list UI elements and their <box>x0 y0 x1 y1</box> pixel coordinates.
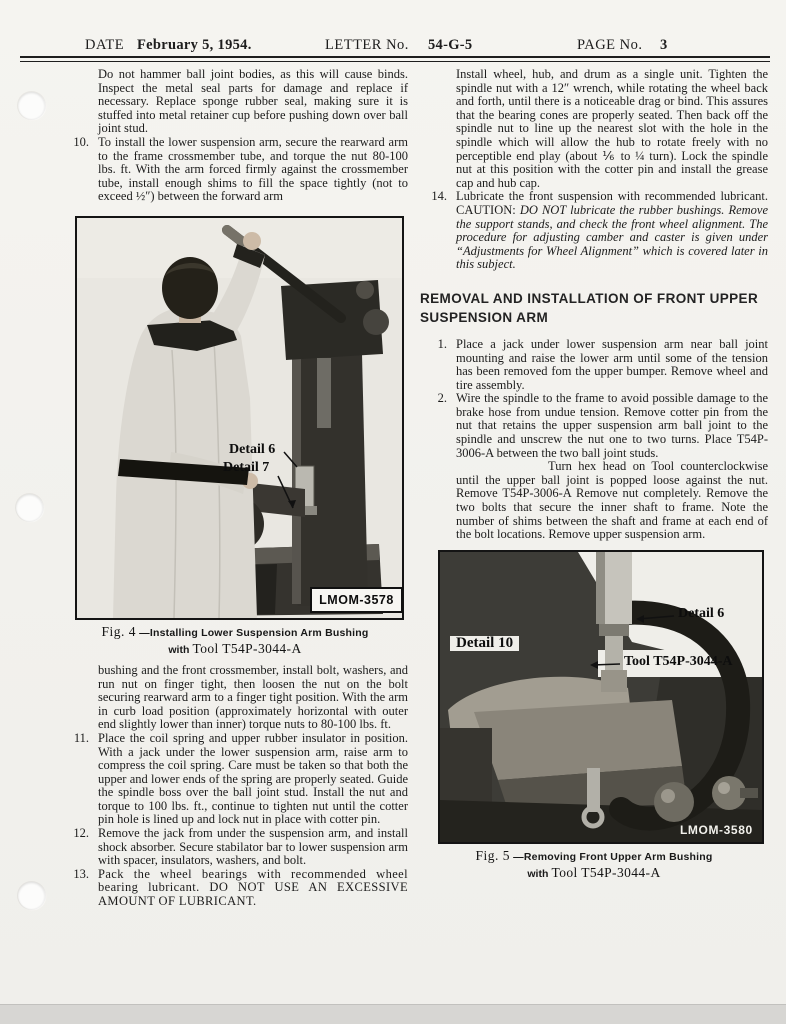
item2-part2-text: Turn hex head on Tool counterclockwise until the upper ball joint is popped loose against the nut. Remove T54P-3006-A Remove nut completely. Remove the two bolts that secure the inner shaft to frame. Note the number of shims between the shaft and frame at each end of the bolt locations. Remove upper suspension arm. <box>456 459 768 542</box>
item-number: 1. <box>437 336 447 351</box>
item-text <box>456 392 768 542</box>
fig4-photo-code: LMOM-3578 <box>310 587 403 613</box>
item-number: 2. <box>437 391 447 406</box>
fig5-caption-with: with <box>527 867 549 880</box>
item-number: 11. <box>73 730 89 745</box>
section-heading-removal-installation: REMOVAL AND INSTALLATION OF FRONT UPPER SUSPENSION ARM <box>420 290 759 325</box>
item-text: Pack the wheel bearings with recommended wheel bearing lubricant. DO NOT USE AN EXCESSIVE AMOUNT OF LUBRICANT. <box>98 866 408 909</box>
figure-5-photo <box>438 550 764 844</box>
fig5-caption-tool: Tool T54P-3044-A <box>551 864 661 880</box>
item-number: 12. <box>73 826 89 841</box>
punch-hole-middle <box>16 494 43 521</box>
paragraph-ball-joint: Do not hammer ball joint bodies, as this will cause binds. Inspect the metal seal parts for damage and replace if necessary. Replace sponge rubber seal, making sure it is stuffed into metal retainer cup before pushing down over ball joint stud. <box>98 67 408 136</box>
fig4-detail6-label: Detail 6 <box>229 441 276 457</box>
fig5-tool-illustration <box>440 552 762 842</box>
right-column <box>420 68 768 882</box>
left-column <box>62 68 408 909</box>
page-no-label: PAGE No. <box>577 37 643 53</box>
list-item-11 <box>62 732 408 827</box>
item-number: 10. <box>73 134 89 149</box>
letter-value: 54-G-5 <box>428 37 473 53</box>
paragraph-wheel-hub: Install wheel, hub, and drum as a single unit. Tighten the spindle nut with a 12″ wrench, while rotating the wheel back and forth, until there is a noticeable drag or bind. This assures that the bearing cones are properly seated. Then back off the spindle nut to line up the nearest slot with the hole in the spindle which will allow the hub to rotate freely with no perceptible end play (about ⅙ to ¼ turn). Lock the spindle nut at this position with the cotter pin and install the grease cap and hub cap. <box>456 67 768 190</box>
fig5-detail10-label: Detail 10 <box>450 636 519 652</box>
list-item-13 <box>62 868 408 909</box>
fig4-caption-tool: Tool T54P-3044-A <box>192 640 302 656</box>
letter-label: LETTER No. <box>325 37 409 53</box>
fig5-tool-callout-label: Tool T54P-3044-A <box>624 653 733 669</box>
page-no-value: 3 <box>660 37 668 53</box>
fig5-caption-title: —Removing Front Upper Arm Bushing <box>513 850 713 863</box>
fig5-photo-code: LMOM-3580 <box>680 822 753 837</box>
punch-hole-top <box>18 92 45 119</box>
fig4-press-illustration <box>77 218 402 618</box>
fig4-caption-title: —Installing Lower Suspension Arm Bushing <box>139 626 369 639</box>
item-text: To install the lower suspension arm, secure the rearward arm to the frame crossmember tube, and torque the nut 80-100 lbs. ft. With the arm forced firmly against the crossmember tube, install enough shims to fill the space tightly (not to exceed ½″) between the forward arm <box>98 134 408 204</box>
header-double-rule <box>20 56 770 62</box>
fig4-caption-number: Fig. 4 <box>101 623 137 639</box>
item-text <box>456 190 768 272</box>
paragraph-bushing-continuation: bushing and the front crossmember, install bolt, washers, and run nut on finger tight, then loosen the nut on the bolt securing rearward arm to a finger tight position. With the arm in curb load position (approximately horizontal with outer end slightly lower than inner) torque nuts to 80-100 lbs. ft. <box>98 662 408 732</box>
item14-normal-text: Lubricate the front suspension with recommended lubricant. CAUTION: <box>456 189 768 217</box>
fig4-detail7-label: Detail 7 <box>223 459 270 475</box>
item14-italic-text: DO NOT lubricate the rubber bushings. Remove the support stands, and check the front wheel alignment. The procedure for adjusting camber and caster is given under “Adjustments for Wheel Alignment” which is covered later in this subject. <box>456 202 769 272</box>
item-number: 13. <box>73 866 89 881</box>
fig4-caption-with: with <box>168 643 190 656</box>
list-item-1 <box>420 338 768 392</box>
list-item-10 <box>62 136 408 204</box>
fig5-detail6-label: Detail 6 <box>678 605 725 621</box>
item-text: Place a jack under lower suspension arm near ball joint mounting and raise the lower arm until some of the tension has been removed fom the upper bumper. Remove wheel and tire assembly. <box>456 336 768 392</box>
figure-5-caption <box>420 848 768 882</box>
scanner-background <box>0 1005 786 1024</box>
page-header <box>0 37 786 55</box>
item-number: 14. <box>431 189 447 204</box>
figure-4-photo <box>75 216 404 620</box>
list-item-14 <box>420 190 768 272</box>
item-text: Remove the jack from under the suspension arm, and install shock absorber. Secure stabilator bar to lower suspension arm with spacer, insulators, washers, and bolt. <box>98 826 408 868</box>
punch-hole-bottom <box>18 882 45 909</box>
date-value: February 5, 1954. <box>137 37 252 53</box>
list-item-2 <box>420 392 768 542</box>
item2-part1-text: Wire the spindle to the frame to avoid possible damage to the brake hose from undue tension. Remove cotter pin from the nut that retains the upper suspension arm ball joint to the spindle and unscrew the nut one to two turns. Place T54P-3006-A between the two ball joint studs. <box>456 391 768 460</box>
list-item-12 <box>62 827 408 868</box>
figure-4-caption <box>62 624 408 658</box>
date-label: DATE <box>85 37 125 53</box>
fig5-caption-number: Fig. 5 <box>475 847 511 863</box>
item-text: Place the coil spring and upper rubber insulator in position. With a jack under the lower suspension arm, raise arm to compress the coil spring. Care must be taken so that both the upper and lower ends of the spring are properly seated. Guide the spindle boss over the ball joint stud. Install the nut and torque to 100 lbs. ft., continue to tighten nut until the cotter pin hole is lined up and lock nut in place with cotter pin. <box>98 730 408 827</box>
